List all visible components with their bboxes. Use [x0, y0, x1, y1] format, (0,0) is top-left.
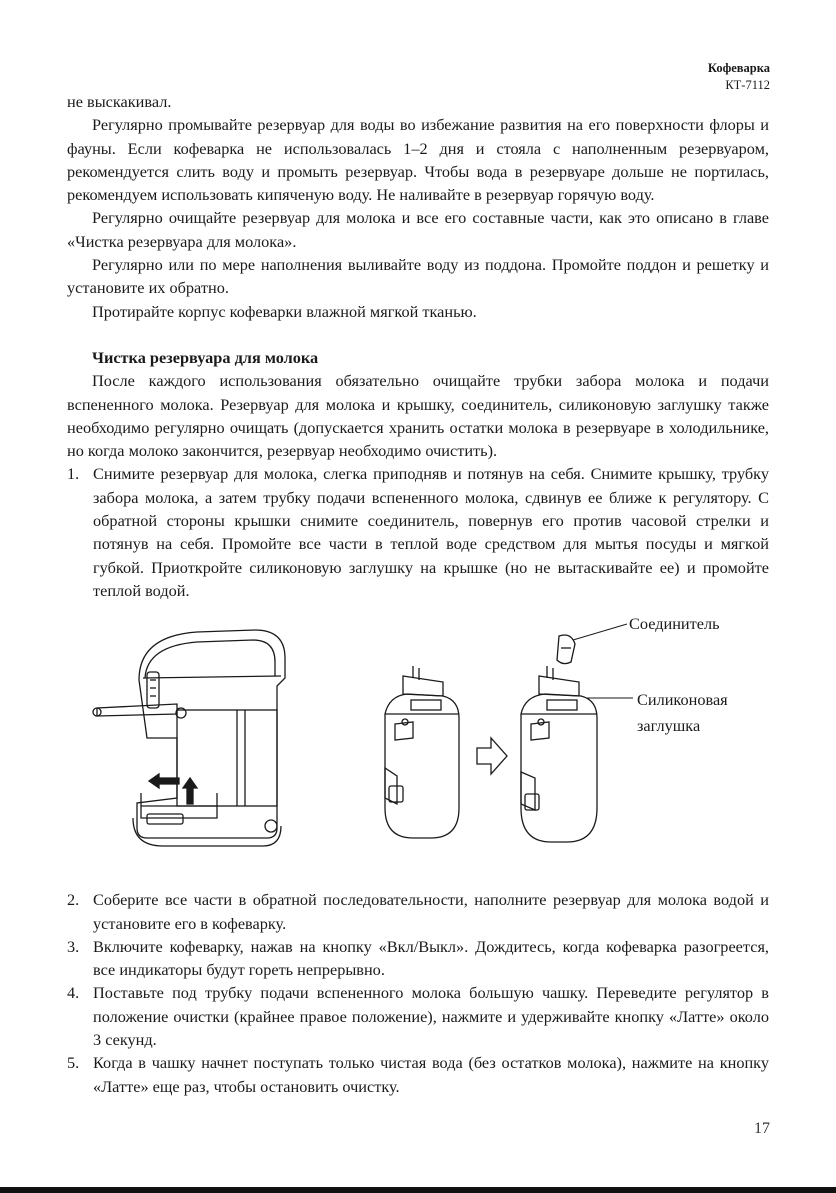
coffee-machine-illustration	[93, 630, 285, 846]
step-number: 3.	[67, 936, 80, 956]
step-text: Снимите резервуар для молока, слегка приподняв и потянув на себя. Снимите крышку, трубку забора молока, а затем трубку подачи вспененного молока, сдвинув ее ближе к регулятору. С обратной стороны крышки снимите соединитель, повернув его против часовой стрелки и потянув на себя. Промойте все части в теплой воде средством для мытья посуды и мягкой губкой. Приоткройте силиконовую заглушку на крышке (но не вытаскивайте ее) и промойте теплой водой.	[93, 464, 769, 600]
step-text: Включите кофеварку, нажав на кнопку «Вкл/Выкл». Дождитесь, когда кофеварка разогреется, все индикаторы будут гореть непрерывно.	[93, 936, 769, 980]
steps-list-continued	[67, 888, 769, 1098]
paragraph: Регулярно промывайте резервуар для воды во избежание развития на его поверхности флоры и фауны. Если кофеварка не использовалась 1–2 дня и стояла с наполненным резервуаром, рекомендуется слить воду и промыть резервуар. Чтобы вода в резервуаре дольше не портилась, рекомендуем использовать кипяченую воду. Не наливайте в резервуар горячую воду.	[67, 115, 769, 205]
list-item	[67, 935, 769, 982]
list-item	[67, 888, 769, 935]
step-number: 5.	[67, 1053, 80, 1073]
step-number: 1.	[67, 464, 80, 484]
step-text: Когда в чашку начнет поступать только чистая вода (без остатков молока), нажмите на кнопку «Латте» еще раз, чтобы остановить очистку.	[93, 1053, 769, 1096]
step-number: 2.	[67, 890, 80, 910]
section-intro: После каждого использования обязательно очищайте трубки забора молока и подачи вспененного молока. Резервуар для молока и крышку, соединитель, силиконовую заглушку также необходимо регулярно очищать (допускается хранить остатки молока в резервуаре в холодильнике, но когда молоко закончится, резервуар необходимо очистить).	[67, 371, 769, 461]
steps-list	[67, 462, 769, 602]
milk-tank-figure	[67, 614, 769, 866]
header-brand: Кофеварка	[707, 61, 770, 75]
silicone-plug-label-line1: Силиконовая	[637, 690, 728, 710]
header-model: КТ-7112	[725, 78, 770, 92]
paragraph: Регулярно или по мере наполнения выливайте воду из поддона. Промойте поддон и решетку и установите их обратно.	[67, 255, 769, 298]
milk-tank-before-illustration	[385, 666, 459, 838]
list-item	[67, 462, 769, 602]
paragraph: не выскакивал.	[67, 92, 172, 111]
bottom-rule	[0, 1187, 836, 1193]
step-text: Поставьте под трубку подачи вспененного молока большую чашку. Переведите регулятор в положение очистки (крайнее правое положение), нажмите и удерживайте кнопку «Латте» около 3 секунд.	[93, 983, 769, 1050]
section-title: Чистка резервуара для молока	[92, 347, 319, 367]
milk-tank-after-illustration	[521, 624, 633, 842]
connector-label: Соединитель	[629, 614, 720, 634]
arrow-right-icon	[477, 738, 507, 774]
list-item	[67, 981, 769, 1051]
page-header	[708, 60, 770, 94]
step-text: Соберите все части в обратной последовательности, наполните резервуар для молока водой и установите его в кофеварку.	[93, 890, 769, 933]
silicone-plug-label-line2: заглушка	[637, 716, 701, 736]
step-number: 4.	[67, 983, 80, 1003]
figure-illustration	[67, 618, 769, 866]
page-number: 17	[754, 1120, 770, 1137]
list-item	[67, 1051, 769, 1098]
page-content	[67, 90, 769, 1098]
paragraph: Протирайте корпус кофеварки влажной мягкой тканью.	[92, 301, 477, 321]
paragraph: Регулярно очищайте резервуар для молока и все его составные части, как это описано в главе «Чистка резервуара для молока».	[67, 208, 769, 251]
